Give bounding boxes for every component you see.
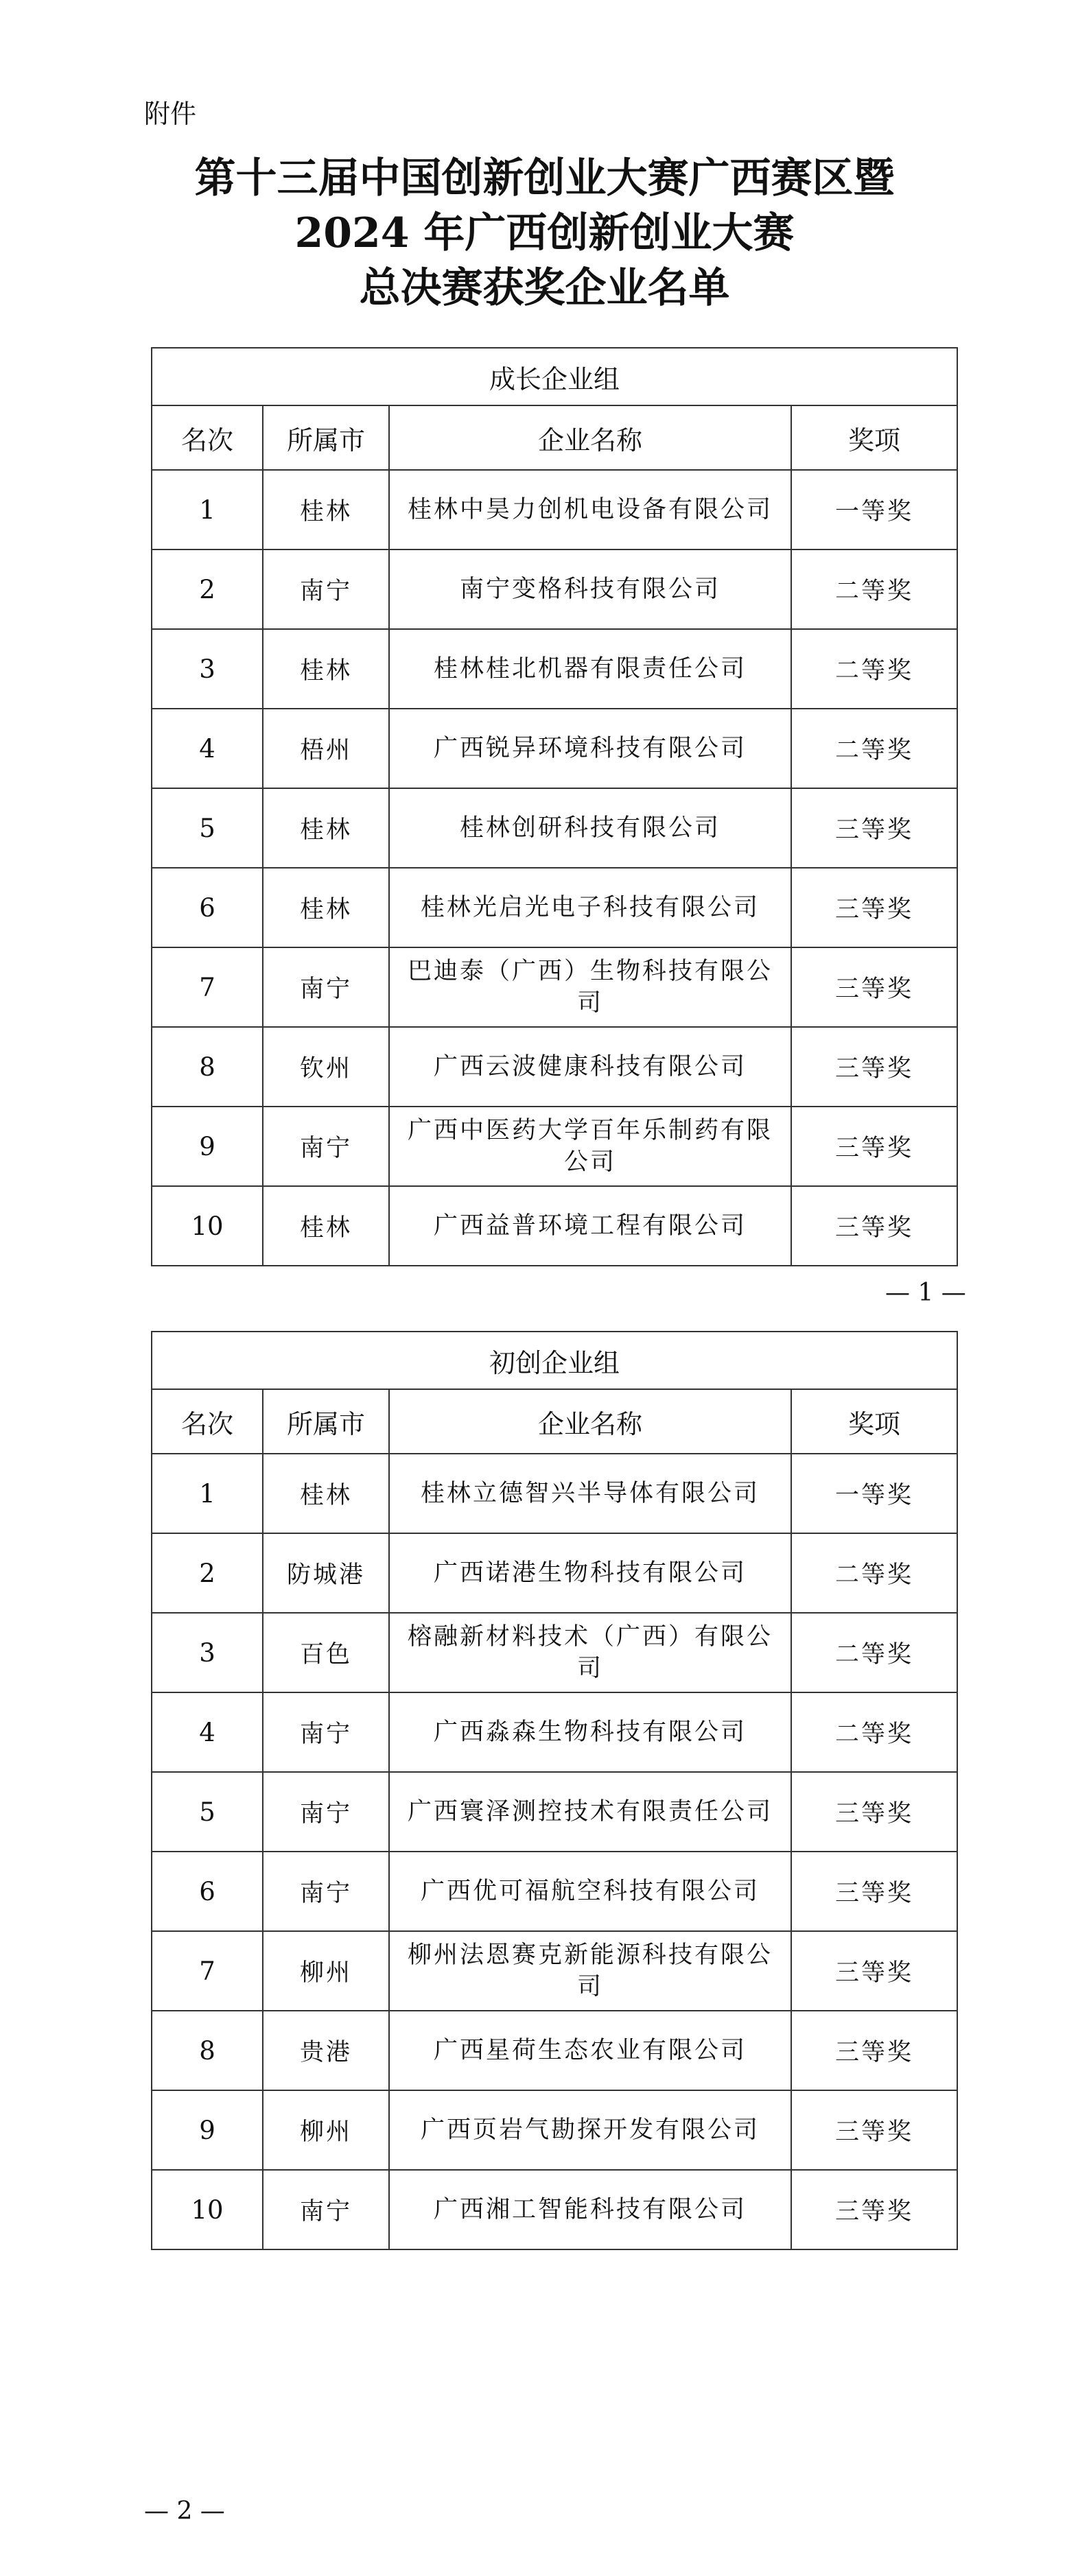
company-name-cell: 桂林中昊力创机电设备有限公司	[389, 470, 791, 550]
table-row	[152, 2170, 957, 2249]
table-row	[152, 629, 957, 709]
company-name-cell: 南宁变格科技有限公司	[389, 550, 791, 629]
prize-cell: 二等奖	[791, 1613, 957, 1692]
prize-cell: 一等奖	[791, 470, 957, 550]
company-name-cell: 广西中医药大学百年乐制药有限公司	[389, 1107, 791, 1186]
prize-cell: 二等奖	[791, 550, 957, 629]
column-header-prize: 奖项	[791, 405, 957, 470]
company-name-cell: 广西诺港生物科技有限公司	[389, 1533, 791, 1613]
prize-cell: 三等奖	[791, 2090, 957, 2170]
rank-cell: 2	[152, 550, 263, 629]
column-header-rank: 名次	[152, 1389, 263, 1454]
rank-cell: 3	[152, 1613, 263, 1692]
company-name-cell: 广西锐异环境科技有限公司	[389, 709, 791, 788]
column-header-rank: 名次	[152, 405, 263, 470]
table-row	[152, 868, 957, 947]
company-name-cell: 广西星荷生态农业有限公司	[389, 2011, 791, 2090]
prize-cell: 三等奖	[791, 868, 957, 947]
company-name-cell: 桂林创研科技有限公司	[389, 788, 791, 868]
city-cell: 百色	[263, 1613, 389, 1692]
rank-cell: 4	[152, 1692, 263, 1772]
company-name-cell: 巴迪泰（广西）生物科技有限公司	[389, 947, 791, 1027]
rank-cell: 9	[152, 2090, 263, 2170]
table-row	[152, 1107, 957, 1186]
table-row	[152, 550, 957, 629]
group-title: 初创企业组	[152, 1332, 957, 1389]
prize-cell: 二等奖	[791, 1692, 957, 1772]
table-row	[152, 2011, 957, 2090]
company-name-cell: 广西湘工智能科技有限公司	[389, 2170, 791, 2249]
rank-cell: 1	[152, 470, 263, 550]
table-row	[152, 709, 957, 788]
table-body	[152, 1454, 957, 2249]
city-cell: 桂林	[263, 1186, 389, 1266]
city-cell: 南宁	[263, 1772, 389, 1852]
attachment-label: 附件	[144, 99, 197, 129]
company-name-cell: 广西云波健康科技有限公司	[389, 1027, 791, 1107]
company-name-cell: 桂林立德智兴半导体有限公司	[389, 1454, 791, 1533]
city-cell: 贵港	[263, 2011, 389, 2090]
rank-cell: 6	[152, 868, 263, 947]
city-cell: 南宁	[263, 1692, 389, 1772]
title-line-1: 第十三届中国创新创业大赛广西赛区暨	[194, 154, 895, 202]
city-cell: 南宁	[263, 2170, 389, 2249]
page-number: — 1 —	[885, 1279, 966, 1307]
title-line-3: 总决赛获奖企业名单	[359, 264, 730, 312]
city-cell: 柳州	[263, 1931, 389, 2011]
prize-cell: 三等奖	[791, 1186, 957, 1266]
rank-cell: 1	[152, 1454, 263, 1533]
company-name-cell: 桂林光启光电子科技有限公司	[389, 868, 791, 947]
prize-cell: 三等奖	[791, 1772, 957, 1852]
column-header-city: 所属市	[263, 405, 389, 470]
city-cell: 钦州	[263, 1027, 389, 1107]
company-name-cell: 桂林桂北机器有限责任公司	[389, 629, 791, 709]
page-number: — 2 —	[144, 2497, 225, 2525]
company-name-cell: 广西寰泽测控技术有限责任公司	[389, 1772, 791, 1852]
city-cell: 桂林	[263, 868, 389, 947]
table-row	[152, 1027, 957, 1107]
rank-cell: 7	[152, 1931, 263, 2011]
city-cell: 南宁	[263, 550, 389, 629]
table-row	[152, 1533, 957, 1613]
growth-group-table	[151, 347, 958, 1266]
prize-cell: 三等奖	[791, 1852, 957, 1931]
rank-cell: 7	[152, 947, 263, 1027]
prize-cell: 三等奖	[791, 1107, 957, 1186]
prize-cell: 二等奖	[791, 629, 957, 709]
city-cell: 柳州	[263, 2090, 389, 2170]
rank-cell: 9	[152, 1107, 263, 1186]
prize-cell: 一等奖	[791, 1454, 957, 1533]
rank-cell: 5	[152, 788, 263, 868]
table-row	[152, 470, 957, 550]
prize-cell: 三等奖	[791, 2170, 957, 2249]
prize-cell: 三等奖	[791, 788, 957, 868]
table-body	[152, 470, 957, 1266]
table-row	[152, 788, 957, 868]
city-cell: 桂林	[263, 629, 389, 709]
prize-cell: 三等奖	[791, 2011, 957, 2090]
city-cell: 南宁	[263, 1852, 389, 1931]
city-cell: 防城港	[263, 1533, 389, 1613]
company-name-cell: 柳州法恩赛克新能源科技有限公司	[389, 1931, 791, 2011]
city-cell: 桂林	[263, 470, 389, 550]
table-row	[152, 1613, 957, 1692]
table-row	[152, 947, 957, 1027]
company-name-cell: 广西优可福航空科技有限公司	[389, 1852, 791, 1931]
city-cell: 南宁	[263, 947, 389, 1027]
title-line-2: 2024 年广西创新创业大赛	[294, 209, 795, 257]
table-row	[152, 1931, 957, 2011]
column-header-prize: 奖项	[791, 1389, 957, 1454]
rank-cell: 4	[152, 709, 263, 788]
table-row	[152, 1186, 957, 1266]
table-row	[152, 1454, 957, 1533]
rank-cell: 8	[152, 1027, 263, 1107]
rank-cell: 5	[152, 1772, 263, 1852]
table-row	[152, 1772, 957, 1852]
prize-cell: 二等奖	[791, 1533, 957, 1613]
city-cell: 桂林	[263, 1454, 389, 1533]
table-row	[152, 2090, 957, 2170]
prize-cell: 三等奖	[791, 947, 957, 1027]
company-name-cell: 广西益普环境工程有限公司	[389, 1186, 791, 1266]
rank-cell: 10	[152, 2170, 263, 2249]
prize-cell: 三等奖	[791, 1931, 957, 2011]
rank-cell: 3	[152, 629, 263, 709]
rank-cell: 2	[152, 1533, 263, 1613]
prize-cell: 三等奖	[791, 1027, 957, 1107]
company-name-cell: 广西淼森生物科技有限公司	[389, 1692, 791, 1772]
column-header-company: 企业名称	[389, 1389, 791, 1454]
city-cell: 梧州	[263, 709, 389, 788]
rank-cell: 8	[152, 2011, 263, 2090]
city-cell: 桂林	[263, 788, 389, 868]
table-row	[152, 1852, 957, 1931]
rank-cell: 6	[152, 1852, 263, 1931]
column-header-company: 企业名称	[389, 405, 791, 470]
table-row	[152, 1692, 957, 1772]
company-name-cell: 榕融新材料技术（广西）有限公司	[389, 1613, 791, 1692]
document-title	[0, 151, 1089, 316]
city-cell: 南宁	[263, 1107, 389, 1186]
prize-cell: 二等奖	[791, 709, 957, 788]
startup-group-table	[151, 1331, 958, 2250]
rank-cell: 10	[152, 1186, 263, 1266]
group-title: 成长企业组	[152, 348, 957, 405]
company-name-cell: 广西页岩气勘探开发有限公司	[389, 2090, 791, 2170]
column-header-city: 所属市	[263, 1389, 389, 1454]
